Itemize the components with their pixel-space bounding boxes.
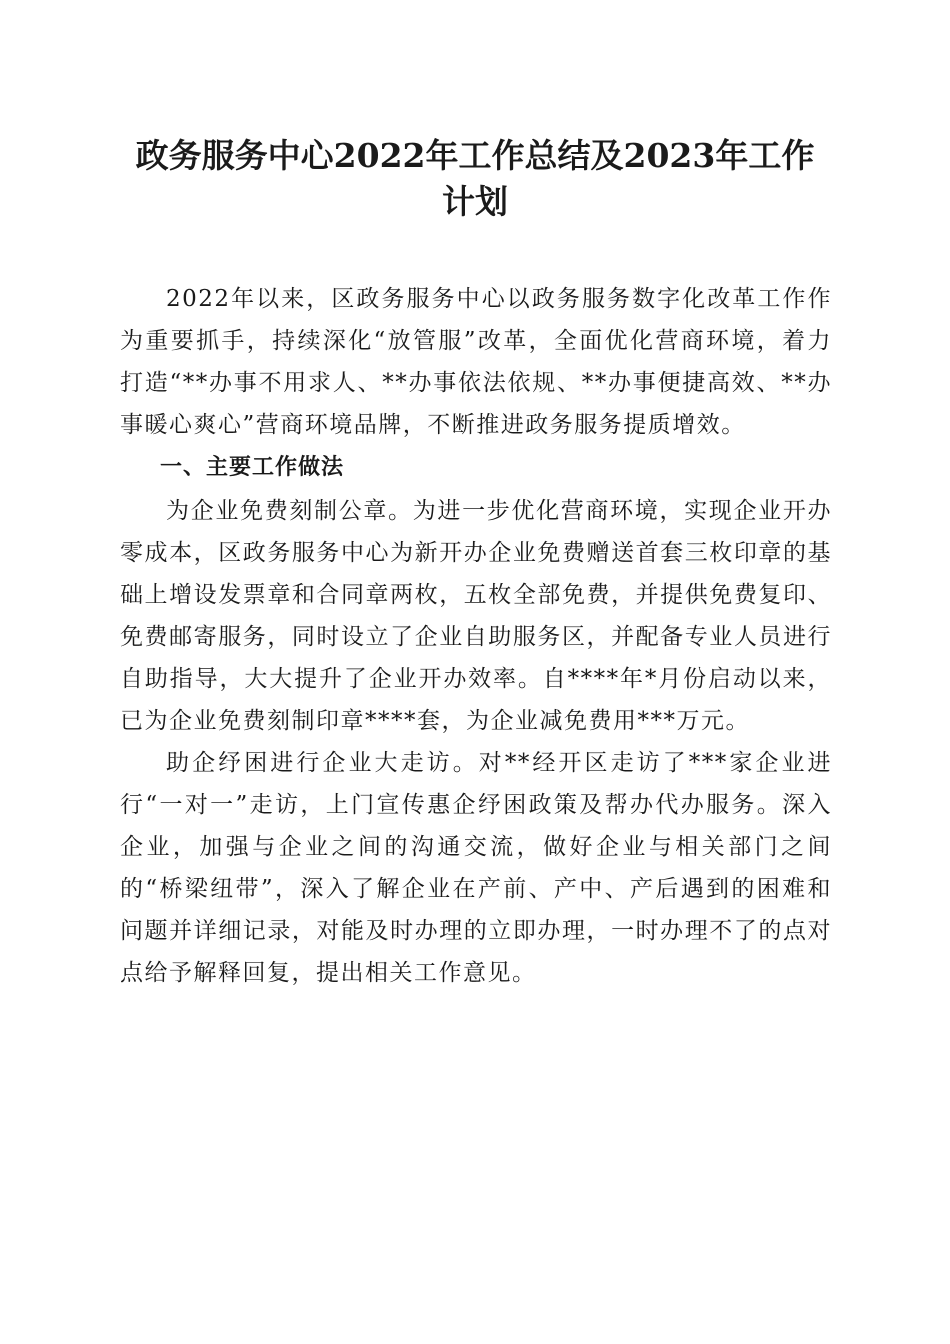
paragraph-seal-engraving: 为企业免费刻制公章。为进一步优化营商环境，实现企业开办零成本，区政务服务中心为新开办企业免费赠送首套三枚印章的基础上增设发票章和合同章两枚，五枚全部免费，并提供免费复印、免费邮寄服务，同时设立了企业自助服务区，并配备专业人员进行自助指导，大大提升了企业开办效率。自****年*月份启动以来，已为企业免费刻制印章****套，为企业减免费用***万元。 bbox=[120, 498, 832, 734]
paragraph-enterprise-visits: 助企纾困进行企业大走访。对**经开区走访了***家企业进行“一对一”走访，上门宣传惠企纾困政策及帮办代办服务。深入企业，加强与企业之间的沟通交流，做好企业与相关部门之间的“桥梁纽带”，深入了解企业在产前、产中、产后遇到的困难和问题并详细记录，对能及时办理的立即办理，一时办理不了的点对点给予解释回复，提出相关工作意见。 bbox=[120, 750, 832, 986]
title-line-1: 政务服务中心2022年工作总结及2023年工作 bbox=[135, 136, 815, 175]
document-body bbox=[120, 278, 832, 994]
intro-paragraph: 2022年以来，区政务服务中心以政务服务数字化改革工作作为重要抓手，持续深化“放管服”改革，全面优化营商环境，着力打造“**办事不用求人、**办事依法依规、**办事便捷高效、**办事暖心爽心”营商环境品牌，不断推进政务服务提质增效。 bbox=[120, 286, 832, 438]
document-title bbox=[100, 133, 850, 225]
section-heading: 一、主要工作做法 bbox=[160, 455, 345, 480]
title-line-2: 计划 bbox=[442, 182, 508, 221]
